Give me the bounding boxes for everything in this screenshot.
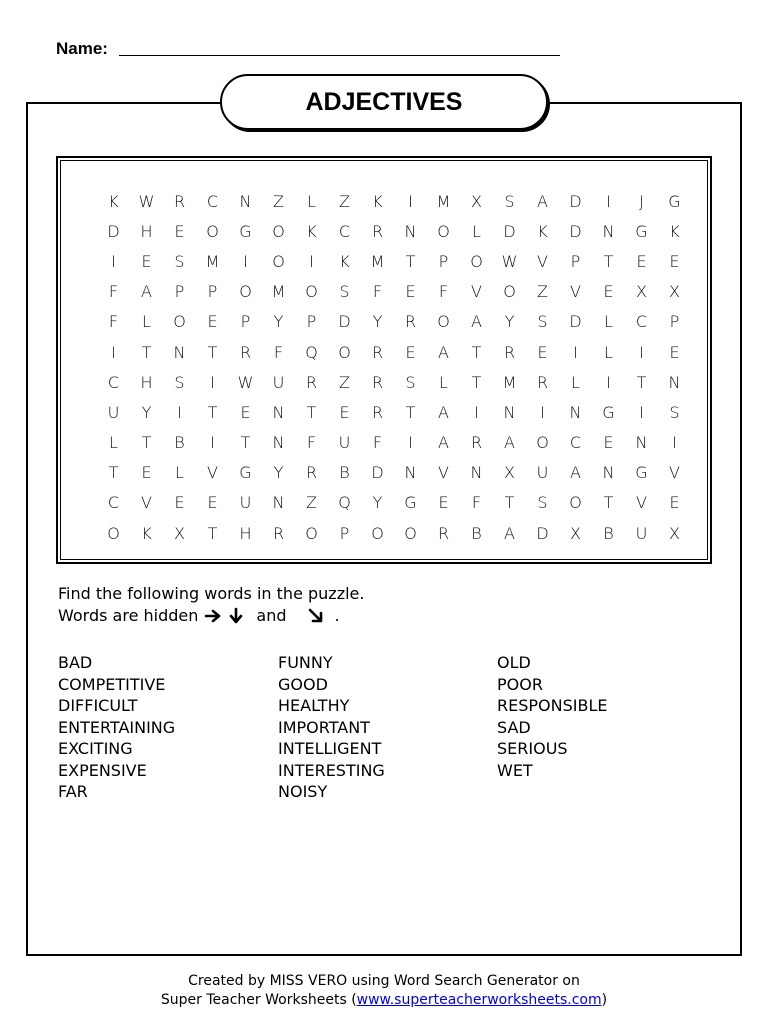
grid-cell[interactable]: F bbox=[372, 433, 383, 453]
page-title: ADJECTIVES bbox=[305, 87, 463, 116]
grid-cell[interactable]: I bbox=[177, 402, 182, 422]
grid-cell[interactable]: T bbox=[405, 251, 416, 271]
grid-cell[interactable]: Y bbox=[141, 402, 152, 422]
grid-cell[interactable]: E bbox=[174, 221, 185, 241]
word-item: COMPETITIVE bbox=[58, 674, 166, 694]
grid-cell[interactable]: E bbox=[636, 251, 647, 271]
grid-cell[interactable]: V bbox=[537, 251, 548, 271]
word-item: GOOD bbox=[278, 674, 328, 694]
grid-cell[interactable]: V bbox=[669, 463, 680, 483]
grid-cell[interactable]: R bbox=[371, 372, 384, 392]
grid-cell[interactable]: L bbox=[472, 221, 481, 241]
grid-cell[interactable]: D bbox=[503, 221, 516, 241]
grid-cell[interactable]: E bbox=[207, 312, 218, 332]
grid-cell[interactable]: I bbox=[606, 191, 611, 211]
grid-cell[interactable]: A bbox=[570, 463, 581, 483]
grid-cell[interactable]: E bbox=[438, 493, 449, 513]
grid-cell[interactable]: X bbox=[504, 463, 515, 483]
grid-cell[interactable]: A bbox=[537, 191, 548, 211]
grid-cell[interactable]: L bbox=[142, 312, 151, 332]
grid-cell[interactable]: R bbox=[437, 523, 450, 543]
grid-cell[interactable]: I bbox=[639, 402, 644, 422]
grid-cell[interactable]: N bbox=[272, 402, 285, 422]
footer-source-prefix: Super Teacher Worksheets ( bbox=[160, 992, 357, 1008]
puzzle-box bbox=[56, 156, 712, 564]
arrow-down-icon bbox=[228, 607, 244, 625]
footer bbox=[0, 972, 768, 1010]
grid-cell[interactable]: P bbox=[669, 312, 680, 332]
word-item: NOISY bbox=[278, 782, 328, 801]
grid-cell[interactable]: C bbox=[107, 493, 120, 513]
grid-cell[interactable]: E bbox=[669, 251, 680, 271]
grid-cell[interactable]: L bbox=[439, 372, 448, 392]
word-item: INTERESTING bbox=[278, 760, 385, 780]
grid-cell[interactable]: Z bbox=[306, 493, 317, 513]
grid-cell[interactable]: I bbox=[474, 402, 479, 422]
grid-cell[interactable]: L bbox=[175, 463, 184, 483]
grid-cell[interactable]: L bbox=[604, 342, 613, 362]
grid-cell[interactable]: O bbox=[536, 433, 549, 453]
grid-cell[interactable]: A bbox=[504, 433, 515, 453]
grid-cell[interactable]: R bbox=[305, 372, 318, 392]
grid-cell[interactable]: I bbox=[243, 251, 248, 271]
grid-cell[interactable]: Y bbox=[273, 312, 284, 332]
grid-cell[interactable]: U bbox=[107, 402, 120, 422]
grid-cell[interactable]: D bbox=[569, 221, 582, 241]
grid-cell[interactable]: A bbox=[471, 312, 482, 332]
grid-cell[interactable]: Z bbox=[273, 191, 284, 211]
grid-cell[interactable]: R bbox=[404, 312, 417, 332]
grid-cell[interactable]: X bbox=[669, 282, 680, 302]
word-item: HEALTHY bbox=[278, 696, 350, 715]
word-item: BAD bbox=[58, 653, 93, 672]
grid-cell[interactable]: Y bbox=[372, 312, 383, 332]
word-item: RESPONSIBLE bbox=[497, 696, 608, 715]
grid-cell[interactable]: N bbox=[404, 221, 417, 241]
grid-cell[interactable]: A bbox=[438, 402, 449, 422]
grid-cell[interactable]: T bbox=[603, 251, 614, 271]
grid-cell[interactable]: K bbox=[108, 191, 119, 211]
grid-cell[interactable]: M bbox=[271, 282, 286, 302]
grid-cell[interactable]: S bbox=[504, 191, 515, 211]
grid-cell[interactable]: S bbox=[669, 402, 680, 422]
grid-cell[interactable]: I bbox=[111, 342, 116, 362]
grid-cell[interactable]: G bbox=[602, 402, 615, 422]
letter-grid bbox=[97, 186, 691, 548]
grid-cell[interactable]: P bbox=[240, 312, 251, 332]
grid-cell[interactable]: E bbox=[339, 402, 350, 422]
grid-cell[interactable]: I bbox=[672, 433, 677, 453]
grid-cell[interactable]: O bbox=[239, 282, 252, 302]
grid-cell[interactable]: R bbox=[470, 433, 483, 453]
arrow-diagonal-down-right-icon bbox=[307, 607, 325, 625]
grid-cell[interactable]: S bbox=[174, 251, 185, 271]
grid-cell[interactable]: T bbox=[207, 402, 218, 422]
grid-cell[interactable]: W bbox=[501, 251, 518, 271]
grid-cell[interactable]: O bbox=[107, 523, 120, 543]
grid-cell[interactable]: O bbox=[338, 342, 351, 362]
word-item: FAR bbox=[58, 782, 88, 801]
grid-cell[interactable]: E bbox=[141, 463, 152, 483]
grid-cell[interactable]: I bbox=[639, 342, 644, 362]
grid-cell[interactable]: S bbox=[405, 372, 416, 392]
grid-cell[interactable]: S bbox=[537, 493, 548, 513]
name-row bbox=[56, 36, 566, 62]
grid-cell[interactable]: B bbox=[174, 433, 185, 453]
grid-cell[interactable]: N bbox=[173, 342, 186, 362]
grid-cell[interactable]: Y bbox=[504, 312, 515, 332]
grid-cell[interactable]: N bbox=[272, 493, 285, 513]
grid-cell[interactable]: Q bbox=[305, 342, 318, 362]
grid-cell[interactable]: V bbox=[207, 463, 218, 483]
grid-cell[interactable]: E bbox=[669, 493, 680, 513]
name-input-line[interactable] bbox=[119, 55, 560, 56]
word-list bbox=[58, 652, 678, 812]
grid-cell[interactable]: D bbox=[107, 221, 120, 241]
grid-cell[interactable]: C bbox=[338, 221, 351, 241]
grid-cell[interactable]: E bbox=[240, 402, 251, 422]
grid-cell[interactable]: U bbox=[635, 523, 648, 543]
grid-cell[interactable]: J bbox=[639, 191, 644, 211]
grid-cell[interactable]: U bbox=[272, 372, 285, 392]
name-label: Name: bbox=[56, 39, 108, 58]
grid-cell[interactable]: C bbox=[107, 372, 120, 392]
grid-cell[interactable]: R bbox=[371, 221, 384, 241]
footer-source-suffix: ) bbox=[601, 992, 608, 1008]
grid-cell[interactable]: R bbox=[536, 372, 549, 392]
grid-cell[interactable]: U bbox=[338, 433, 351, 453]
grid-cell[interactable]: V bbox=[570, 282, 581, 302]
grid-cell[interactable]: O bbox=[272, 221, 285, 241]
grid-cell[interactable]: E bbox=[405, 342, 416, 362]
grid-cell[interactable]: T bbox=[603, 493, 614, 513]
grid-cell[interactable]: T bbox=[471, 372, 482, 392]
word-item: OLD bbox=[497, 653, 531, 672]
word-item: POOR bbox=[497, 674, 543, 694]
grid-cell[interactable]: U bbox=[239, 493, 252, 513]
grid-cell[interactable]: I bbox=[210, 372, 215, 392]
grid-cell[interactable]: L bbox=[571, 372, 580, 392]
grid-cell[interactable]: O bbox=[437, 312, 450, 332]
instructions bbox=[58, 583, 364, 627]
grid-cell[interactable]: D bbox=[338, 312, 351, 332]
grid-cell[interactable]: O bbox=[569, 493, 582, 513]
grid-cell[interactable]: F bbox=[372, 282, 383, 302]
grid-cell[interactable]: C bbox=[206, 191, 219, 211]
grid-cell[interactable]: O bbox=[173, 312, 186, 332]
grid-cell[interactable]: T bbox=[636, 372, 647, 392]
grid-cell[interactable]: O bbox=[272, 251, 285, 271]
grid-cell[interactable]: O bbox=[371, 523, 384, 543]
grid-cell[interactable]: Z bbox=[339, 191, 350, 211]
footer-source bbox=[0, 991, 768, 1010]
grid-cell[interactable]: L bbox=[109, 433, 118, 453]
grid-cell[interactable]: P bbox=[570, 251, 581, 271]
word-item: IMPORTANT bbox=[278, 717, 370, 737]
grid-cell[interactable]: O bbox=[437, 221, 450, 241]
grid-cell[interactable]: T bbox=[405, 402, 416, 422]
grid-cell[interactable]: I bbox=[111, 251, 116, 271]
grid-cell[interactable]: N bbox=[635, 433, 648, 453]
grid-cell[interactable]: R bbox=[173, 191, 186, 211]
grid-cell[interactable]: A bbox=[504, 523, 515, 543]
word-column-2 bbox=[278, 652, 488, 803]
grid-cell[interactable]: O bbox=[503, 282, 516, 302]
grid-cell[interactable]: G bbox=[668, 191, 681, 211]
grid-cell[interactable]: A bbox=[141, 282, 152, 302]
grid-cell[interactable]: E bbox=[603, 433, 614, 453]
word-item: EXPENSIVE bbox=[58, 760, 147, 780]
grid-cell[interactable]: K bbox=[669, 221, 680, 241]
word-item: INTELLIGENT bbox=[278, 739, 382, 758]
grid-cell[interactable]: N bbox=[404, 463, 417, 483]
grid-cell[interactable]: O bbox=[206, 221, 219, 241]
grid-cell[interactable]: Z bbox=[339, 372, 350, 392]
grid-cell[interactable]: I bbox=[540, 402, 545, 422]
grid-cell[interactable]: F bbox=[273, 342, 284, 362]
footer-link[interactable]: www.superteacherworksheets.com bbox=[356, 992, 602, 1008]
grid-cell[interactable]: T bbox=[141, 342, 152, 362]
grid-cell[interactable]: N bbox=[602, 221, 615, 241]
grid-cell[interactable]: B bbox=[339, 463, 350, 483]
title-banner bbox=[220, 74, 548, 130]
grid-cell[interactable]: F bbox=[108, 282, 119, 302]
grid-cell[interactable]: P bbox=[339, 523, 350, 543]
grid-cell[interactable]: P bbox=[207, 282, 218, 302]
word-item: ENTERTAINING bbox=[58, 717, 176, 737]
grid-cell[interactable]: N bbox=[668, 372, 681, 392]
grid-cell[interactable]: A bbox=[438, 433, 449, 453]
grid-cell[interactable]: R bbox=[305, 463, 318, 483]
grid-cell[interactable]: X bbox=[636, 282, 647, 302]
grid-cell[interactable]: H bbox=[140, 221, 153, 241]
grid-cell[interactable]: O bbox=[404, 523, 417, 543]
grid-cell[interactable]: V bbox=[471, 282, 482, 302]
grid-cell[interactable]: X bbox=[570, 523, 581, 543]
grid-cell[interactable]: T bbox=[306, 402, 317, 422]
instructions-prefix: Words are hidden bbox=[58, 606, 199, 625]
grid-cell[interactable]: E bbox=[405, 282, 416, 302]
grid-cell[interactable]: E bbox=[603, 282, 614, 302]
grid-cell[interactable]: E bbox=[207, 493, 218, 513]
grid-cell[interactable]: N bbox=[239, 191, 252, 211]
word-item: SAD bbox=[497, 717, 531, 737]
word-item: WET bbox=[497, 760, 533, 780]
grid-cell[interactable]: P bbox=[306, 312, 317, 332]
grid-cell[interactable]: I bbox=[408, 433, 413, 453]
grid-cell[interactable]: B bbox=[603, 523, 614, 543]
grid-cell[interactable]: R bbox=[371, 402, 384, 422]
grid-cell[interactable]: R bbox=[239, 342, 252, 362]
grid-cell[interactable]: R bbox=[272, 523, 285, 543]
word-column-1 bbox=[58, 652, 268, 803]
grid-cell[interactable]: H bbox=[239, 523, 252, 543]
grid-cell[interactable]: T bbox=[504, 493, 515, 513]
grid-cell[interactable]: S bbox=[537, 312, 548, 332]
grid-cell[interactable]: I bbox=[309, 251, 314, 271]
grid-cell[interactable]: D bbox=[569, 191, 582, 211]
grid-cell[interactable]: U bbox=[536, 463, 549, 483]
grid-cell[interactable]: S bbox=[174, 372, 185, 392]
grid-cell[interactable]: W bbox=[138, 191, 155, 211]
grid-cell[interactable]: T bbox=[108, 463, 119, 483]
word-column-3 bbox=[497, 652, 707, 781]
grid-cell[interactable]: G bbox=[239, 463, 252, 483]
grid-cell[interactable]: V bbox=[141, 493, 152, 513]
grid-cell[interactable]: D bbox=[569, 312, 582, 332]
grid-cell[interactable]: S bbox=[339, 282, 350, 302]
grid-cell[interactable]: C bbox=[569, 433, 582, 453]
grid-cell[interactable]: E bbox=[537, 342, 548, 362]
grid-cell[interactable]: H bbox=[140, 372, 153, 392]
grid-cell[interactable]: F bbox=[438, 282, 449, 302]
instructions-line-1: Find the following words in the puzzle. bbox=[58, 584, 365, 603]
word-item: SERIOUS bbox=[497, 739, 568, 758]
grid-cell[interactable]: P bbox=[438, 251, 449, 271]
grid-cell[interactable]: N bbox=[503, 402, 516, 422]
grid-cell[interactable]: D bbox=[371, 463, 384, 483]
word-item: DIFFICULT bbox=[58, 696, 138, 715]
grid-cell[interactable]: F bbox=[108, 312, 119, 332]
grid-cell[interactable]: I bbox=[573, 342, 578, 362]
grid-cell[interactable]: T bbox=[240, 433, 251, 453]
grid-cell[interactable]: T bbox=[141, 433, 152, 453]
grid-cell[interactable]: R bbox=[503, 342, 516, 362]
grid-cell[interactable]: E bbox=[141, 251, 152, 271]
grid-cell[interactable]: G bbox=[239, 221, 252, 241]
grid-cell[interactable]: V bbox=[636, 493, 647, 513]
grid-cell[interactable]: V bbox=[438, 463, 449, 483]
grid-cell[interactable]: N bbox=[602, 463, 615, 483]
grid-cell[interactable]: M bbox=[436, 191, 451, 211]
grid-cell[interactable]: N bbox=[272, 433, 285, 453]
grid-cell[interactable]: E bbox=[669, 342, 680, 362]
grid-cell[interactable]: W bbox=[237, 372, 254, 392]
grid-cell[interactable]: A bbox=[438, 342, 449, 362]
grid-cell[interactable]: D bbox=[536, 523, 549, 543]
grid-cell[interactable]: X bbox=[471, 191, 482, 211]
word-item: FUNNY bbox=[278, 653, 333, 672]
grid-cell[interactable]: I bbox=[408, 191, 413, 211]
grid-cell[interactable]: Z bbox=[537, 282, 548, 302]
grid-cell[interactable]: L bbox=[604, 312, 613, 332]
grid-cell[interactable]: R bbox=[371, 342, 384, 362]
grid-cell[interactable]: F bbox=[471, 493, 482, 513]
grid-cell[interactable]: N bbox=[569, 402, 582, 422]
grid-cell[interactable]: C bbox=[635, 312, 648, 332]
grid-cell[interactable]: T bbox=[471, 342, 482, 362]
grid-cell[interactable]: X bbox=[669, 523, 680, 543]
instructions-and: and bbox=[256, 606, 287, 625]
arrow-right-icon bbox=[204, 608, 222, 624]
grid-cell[interactable]: Y bbox=[372, 493, 383, 513]
instructions-line-2 bbox=[58, 605, 364, 627]
grid-cell[interactable]: O bbox=[470, 251, 483, 271]
grid-cell[interactable]: K bbox=[306, 221, 317, 241]
grid-cell[interactable]: M bbox=[370, 251, 385, 271]
grid-cell[interactable]: T bbox=[207, 523, 218, 543]
grid-cell[interactable]: F bbox=[306, 433, 317, 453]
grid-cell[interactable]: G bbox=[635, 463, 648, 483]
grid-cell[interactable]: P bbox=[174, 282, 185, 302]
grid-cell[interactable]: N bbox=[470, 463, 483, 483]
grid-cell[interactable]: T bbox=[207, 342, 218, 362]
grid-cell[interactable]: O bbox=[305, 282, 318, 302]
grid-cell[interactable]: K bbox=[537, 221, 548, 241]
grid-cell[interactable]: E bbox=[174, 493, 185, 513]
grid-cell[interactable]: I bbox=[606, 372, 611, 392]
grid-cell[interactable]: Y bbox=[273, 463, 284, 483]
footer-credit: Created by MISS VERO using Word Search Generator on bbox=[188, 973, 580, 989]
grid-cell[interactable]: K bbox=[141, 523, 152, 543]
grid-cell[interactable]: Q bbox=[338, 493, 351, 513]
grid-cell[interactable]: B bbox=[471, 523, 482, 543]
instructions-suffix: . bbox=[334, 606, 340, 625]
grid-cell[interactable]: K bbox=[339, 251, 350, 271]
grid-cell[interactable]: M bbox=[502, 372, 517, 392]
grid-cell[interactable]: O bbox=[305, 523, 318, 543]
word-item: EXCITING bbox=[58, 739, 133, 758]
grid-cell[interactable]: I bbox=[210, 433, 215, 453]
grid-cell[interactable]: K bbox=[372, 191, 383, 211]
grid-cell[interactable]: X bbox=[174, 523, 185, 543]
grid-cell[interactable]: M bbox=[205, 251, 220, 271]
grid-cell[interactable]: G bbox=[635, 221, 648, 241]
grid-cell[interactable]: L bbox=[307, 191, 316, 211]
grid-cell[interactable]: G bbox=[404, 493, 417, 513]
